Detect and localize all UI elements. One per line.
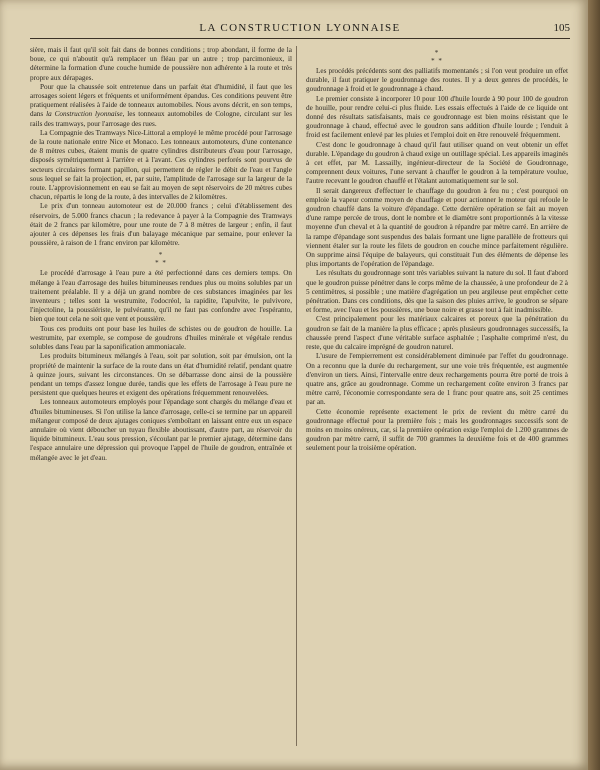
paragraph: C'est donc le goudronnage à chaud qu'il faut utiliser quand on veut obtenir un effet durable. L'épandage du goudron à chaud exige un outillage spécial. Les appareils imaginés à cet effet, par M. Lassailly, ingénieur-directeur de la Société de Goudronnage, comprennent deux voitures, l'une servant à chauffer le goudron à la température voulue, l'autre recevant le goudron chauffé et l'étalant automatiquement sur le sol. (306, 140, 568, 186)
paragraph: Le procédé d'arrosage à l'eau pure a été perfectionné dans ces derniers temps. On mélange à l'eau d'arrosage des huiles bitumineuses rendues plus ou moins solubles par un traitement préalable. Il y a déjà un grand nombre de ces substances imaginées par les inventeurs ; telles sont la westrumite, l'odocréol, la rapidite, l'apulvite, le pulvivore, l'injectoline, la poussiériste, le pulvéranto, qu'il ne faut pas confondre avec l'espéranto, bien que tout cela ne soit que vent et poussière. (30, 269, 292, 324)
paragraph: Les résultats du goudronnage sont très variables suivant la nature du sol. Il faut d'abord que le goudron puisse pénétrer dans le corps même de la chaussée, à une profondeur de 2 à 5 centimètres, si possible ; une matière d'agrégation un peu argileuse peut empêcher cette pénétration. Dans ces conditions, dès que la saison des pluies arrive, le goudron se sépare et forme, avec l'eau et les poussières, une boue noire et grasse tout à fait inadmissible. (306, 269, 568, 315)
right-column (306, 46, 568, 756)
column-divider (296, 46, 297, 746)
paragraph: Les procédés précédents sont des palliatifs momentanés ; si l'on veut produire un effet durable, il faut pratiquer le goudronnage des routes. Il y a deux genres de procédés, le goudronnage à froid et le goudronnage à chaud. (306, 67, 568, 94)
left-column (30, 46, 292, 756)
paragraph: La Compagnie des Tramways Nice-Littoral a employé le même procédé pour l'arrosage de la route nationale entre Nice et Monaco. Les tonneaux automoteurs, d'une contenance de 8 mètres cubes, étaient munis de quatre cylindres distributeurs d'eau pour l'arrosage, disposés symétriquement à l'arrière et à l'avant. Ces cylindres perforés sont pourvus de secteurs circulaires formant papillon, qui permettent de régler le débit de l'eau et l'angle sous lequel se fait la projection, et, par suite, l'amplitude de l'arrosage sur la largeur de la route. L'approvisionnement en eau se fait au moyen de sept réservoirs de 20 mètres cubes chacun, répartis le long de la route, à des intervalles de 2 kilomètres. (30, 128, 292, 202)
paragraph: sière, mais il faut qu'il soit fait dans de bonnes conditions ; trop abondant, il forme de la boue, ce qui n'aboutit qu'à remplacer un fléau par un autre ; trop parcimonieux, il détermine la formation d'une couche humide de poussière non adhérente à la route et très propre aux dérapages. (30, 46, 292, 82)
paragraph: Il serait dangereux d'effectuer le chauffage du goudron à feu nu ; c'est pourquoi on emploie la vapeur comme moyen de chauffage et pour actionner le moteur qui refoule le goudron chauffé dans la voiture d'épandage. Cette dernière opération se fait au moyen d'une rampe percée de trous, dont le nombre et le diamètre sont proportionnés à la vitesse moyenne d'un cheval et à la quantité de goudron à répandre par mètre carré. En arrière de la rampe d'épandage sont suspendus des balais formant une ligne parallèle de frotteurs qui viennent étaler sur la route les filets de goudron en couche mince parfaitement régulière. On supprime ainsi l'équipe de balayeurs, qui constituait l'un des éléments de dépense les plus importants de l'opération de l'épandage. (306, 186, 568, 269)
section-separator: * * * (155, 251, 167, 268)
paragraph: Les produits bitumineux mélangés à l'eau, soit par solution, soit par émulsion, ont la propriété de maintenir la surface de la route dans un état d'humidité relatif, pendant quatre à quinze jours, suivant les circonstances. On se débarrasse donc ainsi de la poussière pendant un temps d'assez longue durée, tandis que les effets de l'arrosage à l'eau pure ne persistent que quelques heures et exigent des opérations fréquemment renouvelées. (30, 352, 292, 398)
paragraph: Le prix d'un tonneau automoteur est de 20.000 francs ; celui d'établissement des réservoirs, de 5.000 francs chacun ; la redevance à payer à la Compagnie des Tramways était de 2 francs par kilomètre, pour une route de 7 à 8 mètres de largeur ; enfin, il faut ajouter à ces dépenses les frais d'un balayage mécanique par semaine, pour enlever la poussière, à raison de 1 franc environ par kilomètre. (30, 202, 292, 248)
paragraph: C'est principalement pour les matériaux calcaires et poreux que la pénétration du goudron se fait de la manière la plus efficace ; après plusieurs goudronnages successifs, la chaussée prend l'aspect d'une véritable surface asphaltée ; l'asphalte comprimé n'est, du reste, que du calcaire imprégné de goudron naturel. (306, 315, 568, 352)
journal-title: LA CONSTRUCTION LYONNAISE (199, 22, 401, 34)
paragraph: Les tonneaux automoteurs employés pour l'épandage sont chargés du mélange d'eau et d'huiles bitumineuses. Si l'on utilise la lance d'arrosage, celle-ci se termine par un appareil mélangeur composé de deux ajutages coniques s'emboîtant en laissant entre eux un espace annulaire où vient déboucher un tuyau flexible aboutissant, d'autre part, au réservoir du liquide bitumineux. L'eau sous pression, s'écoulant par le premier ajutage, détermine dans l'espace annulaire une dépression qui provoque l'appel de l'huile de goudron, entraînée et mélangée avec le jet d'eau. (30, 398, 292, 462)
paragraph: Le premier consiste à incorporer 10 pour 100 d'huile lourde à 90 pour 100 de goudron de houille, pour rendre celui-ci plus fluide. Les essais effectués à l'aide de ce liquide ont donné des résultats satisfaisants, mais ce goudronnage est bien moins résistant que le goudronnage à chaud, effectué avec le goudron sans addition d'huile lourde ; l'enduit à froid est facilement enlevé par les pluies et l'emploi doit en être renouvelé fréquemment. (306, 94, 568, 140)
section-separator: * * * (431, 49, 443, 65)
page-number: 105 (553, 22, 570, 34)
paragraph: Tous ces produits ont pour base les huiles de schistes ou de goudron de houille. La westrumite, par exemple, se compose de goudrons d'huiles minérale et végétale rendus solubles dans l'eau par la saponification ammoniacale. (30, 324, 292, 352)
book-binding-edge (588, 0, 600, 770)
paragraph: Cette économie représente exactement le prix de revient du mètre carré du goudronnage effectué pour la première fois ; mais les goudronnages successifs sont de moins en moins onéreux, car, si la première opération exige l'emploi de 1.200 grammes de goudron par mètre carré, il suffit de 700 grammes la deuxième fois et de 400 grammes seulement pour la troisième opération. (306, 407, 568, 453)
paragraph: Pour que la chaussée soit entretenue dans un parfait état d'humidité, il faut que les arrosages soient légers et fréquents et uniformément épandus. Ces conditions peuvent être pratiquement réalisées à l'aide de tonneaux automobiles. Nous avons décrit, en son temps, dans la Construction lyonnaise, les tonneaux automobiles de Cologne, circulant sur les rails des tramways, pour l'arrosage des rues. (30, 82, 292, 128)
journal-title-italic: la Construction lyonnaise (46, 110, 123, 119)
running-header (30, 22, 570, 39)
paragraph: L'usure de l'empierrement est considérablement diminuée par l'effet du goudronnage. On a reconnu que la durée du rechargement, sur une voie très fréquentée, est augmentée d'environ un tiers. Ainsi, l'intervalle entre deux rechargements pourra être porté de trois à quatre ans, grâce au goudronnage. Comme un rechargement coûte environ 3 francs par mètre carré, l'économie correspondante sera de 1 franc pour quatre ans, soit 25 centimes par an. (306, 352, 568, 407)
